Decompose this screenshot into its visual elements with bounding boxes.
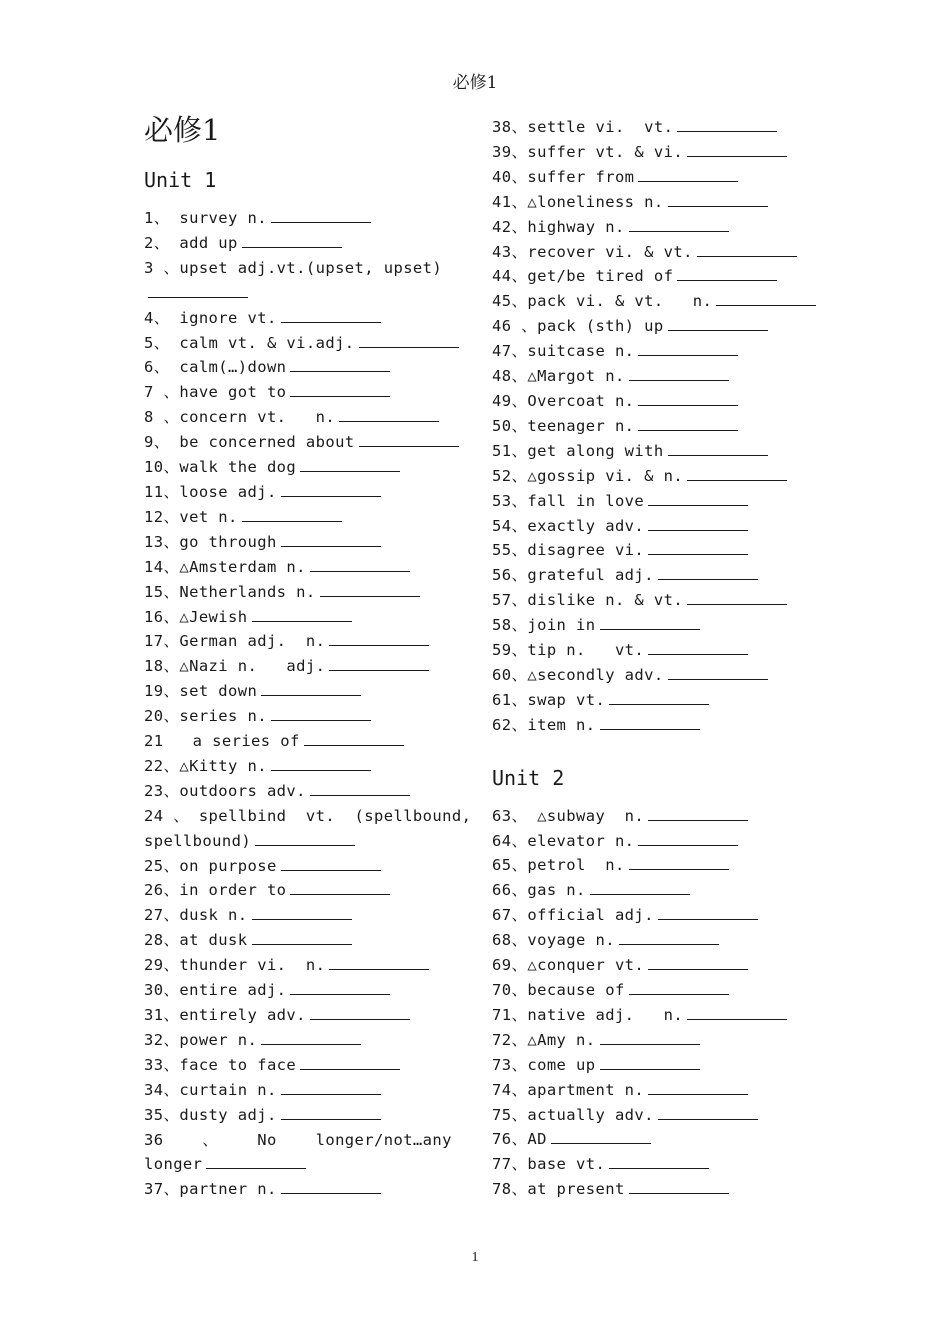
answer-blank[interactable]: [677, 264, 777, 281]
vocab-item: [492, 1127, 822, 1152]
vocab-term: 56、grateful adj.: [492, 566, 654, 585]
vocab-term: 6、 calm(…)down: [144, 358, 287, 377]
vocab-term: 14、△Amsterdam n.: [144, 557, 306, 576]
answer-blank[interactable]: [261, 679, 361, 696]
vocab-term: 2、 add up: [144, 233, 238, 252]
vocab-item: [144, 928, 474, 953]
vocab-item: [144, 605, 474, 630]
vocab-item: [492, 538, 822, 563]
vocab-term: 67、official adj.: [492, 906, 654, 925]
vocab-item: [144, 854, 474, 879]
vocab-term: 29、thunder vi. n.: [144, 956, 326, 975]
vocab-item: [492, 1053, 822, 1078]
answer-blank[interactable]: [677, 115, 777, 132]
vocab-item: [144, 430, 474, 455]
vocab-item: [144, 206, 474, 231]
answer-blank[interactable]: [148, 281, 248, 298]
vocab-item: [492, 115, 822, 140]
answer-blank[interactable]: [329, 654, 429, 671]
vocab-item: [492, 264, 822, 289]
vocab-term: 64、elevator n.: [492, 831, 635, 850]
vocab-item: [492, 663, 822, 688]
answer-blank[interactable]: [339, 405, 439, 422]
vocab-item: [492, 464, 822, 489]
vocab-term: 51、get along with: [492, 441, 664, 460]
vocab-term: 52、△gossip vi. & n.: [492, 466, 684, 485]
answer-blank[interactable]: [668, 314, 768, 331]
vocab-item: [492, 1078, 822, 1103]
answer-blank[interactable]: [629, 978, 729, 995]
answer-blank[interactable]: [629, 215, 729, 232]
answer-blank[interactable]: [668, 190, 768, 207]
answer-blank[interactable]: [281, 530, 381, 547]
vocab-term: 11、loose adj.: [144, 482, 277, 501]
vocab-item: [144, 953, 474, 978]
vocab-item: [492, 928, 822, 953]
vocab-item: [492, 804, 822, 829]
vocab-item: [492, 1028, 822, 1053]
vocab-term: 13、go through: [144, 532, 277, 551]
vocab-term: 45、pack vi. & vt. n.: [492, 292, 713, 311]
answer-blank[interactable]: [648, 953, 748, 970]
vocab-term: 48、△Margot n.: [492, 367, 625, 386]
answer-blank[interactable]: [716, 289, 816, 306]
answer-blank[interactable]: [252, 928, 352, 945]
right-column: [492, 115, 822, 1202]
vocab-item: [492, 389, 822, 414]
vocab-term: 40、suffer from: [492, 167, 635, 186]
answer-blank[interactable]: [648, 638, 748, 655]
answer-blank[interactable]: [697, 240, 797, 257]
answer-blank[interactable]: [629, 853, 729, 870]
vocab-item: [492, 613, 822, 638]
answer-blank[interactable]: [590, 878, 690, 895]
unit-1-vocab-list-continued: [492, 115, 822, 738]
answer-blank[interactable]: [310, 555, 410, 572]
vocab-item: [492, 978, 822, 1003]
answer-blank[interactable]: [687, 1003, 787, 1020]
answer-blank[interactable]: [281, 1177, 381, 1194]
vocab-term: 9、 be concerned about: [144, 433, 355, 452]
answer-blank[interactable]: [261, 1028, 361, 1045]
vocab-item: [144, 380, 474, 405]
vocab-term: 77、base vt.: [492, 1155, 606, 1174]
vocab-term: 12、vet n.: [144, 507, 238, 526]
answer-blank[interactable]: [255, 829, 355, 846]
left-column: [144, 110, 482, 1202]
vocab-term: 62、item n.: [492, 715, 596, 734]
vocab-term: 30、entire adj.: [144, 981, 287, 1000]
vocab-term: 57、dislike n. & vt.: [492, 591, 684, 610]
vocab-term: 18、△Nazi n. adj.: [144, 657, 326, 676]
answer-blank[interactable]: [290, 355, 390, 372]
answer-blank[interactable]: [668, 663, 768, 680]
answer-blank[interactable]: [271, 206, 371, 223]
vocab-item: [144, 978, 474, 1003]
answer-blank[interactable]: [658, 1103, 758, 1120]
vocab-item: [144, 231, 474, 256]
vocab-term: 70、because of: [492, 981, 625, 999]
vocab-term: 4、 ignore vt.: [144, 308, 277, 327]
answer-blank[interactable]: [648, 538, 748, 555]
answer-blank[interactable]: [281, 854, 381, 871]
answer-blank[interactable]: [609, 1152, 709, 1169]
vocab-item: [492, 489, 822, 514]
vocab-item: [492, 314, 822, 339]
vocab-term: 75、actually adv.: [492, 1105, 654, 1124]
vocab-term: 38、settle vi. vt.: [492, 118, 674, 136]
answer-blank[interactable]: [648, 1078, 748, 1095]
vocab-item: [492, 439, 822, 464]
answer-blank[interactable]: [281, 480, 381, 497]
vocab-item: [144, 1177, 474, 1202]
answer-blank[interactable]: [290, 878, 390, 895]
unit-2-vocab-list: [492, 804, 822, 1203]
vocab-term: 43、recover vi. & vt.: [492, 242, 693, 261]
vocab-item: [144, 480, 474, 505]
vocab-term: 74、apartment n.: [492, 1080, 645, 1099]
vocab-term: 25、on purpose: [144, 856, 277, 875]
vocab-term: 72、△Amy n.: [492, 1030, 596, 1049]
answer-blank[interactable]: [252, 605, 352, 622]
answer-blank[interactable]: [629, 1177, 729, 1194]
vocab-item: [144, 1003, 474, 1028]
vocab-item: [144, 580, 474, 605]
answer-blank[interactable]: [687, 140, 787, 157]
answer-blank[interactable]: [310, 1003, 410, 1020]
answer-blank[interactable]: [638, 339, 738, 356]
vocab-item: [492, 688, 822, 713]
answer-blank[interactable]: [638, 165, 738, 182]
vocab-item: [144, 1053, 474, 1078]
vocab-term: 7 、have got to: [144, 383, 287, 402]
vocab-item: [144, 1028, 474, 1053]
vocab-term: 66、gas n.: [492, 881, 586, 900]
vocab-term: 27、dusk n.: [144, 906, 248, 925]
vocab-item: [144, 306, 474, 331]
vocab-term: 24 、 spellbind vt. (spellbound, spellbound): [144, 806, 482, 850]
vocab-term: 10、walk the dog: [144, 458, 297, 477]
vocab-term: 58、join in: [492, 616, 596, 635]
vocab-term: 76、AD: [492, 1130, 547, 1149]
answer-blank[interactable]: [281, 1103, 381, 1120]
vocab-item: [492, 240, 822, 265]
answer-blank[interactable]: [320, 580, 420, 597]
vocab-item: [144, 555, 474, 580]
unit-1-heading: Unit 1: [144, 168, 217, 192]
vocab-term: 20、series n.: [144, 707, 267, 726]
vocab-term: 37、partner n.: [144, 1180, 277, 1199]
answer-blank[interactable]: [638, 414, 738, 431]
answer-blank[interactable]: [290, 380, 390, 397]
answer-blank[interactable]: [648, 804, 748, 821]
document-title: 必修1: [144, 113, 221, 147]
vocab-item: [144, 256, 474, 306]
vocab-term: 31、entirely adv.: [144, 1006, 306, 1024]
answer-blank[interactable]: [600, 613, 700, 630]
answer-blank[interactable]: [658, 563, 758, 580]
vocab-term: 33、face to face: [144, 1055, 297, 1074]
answer-blank[interactable]: [600, 1053, 700, 1070]
answer-blank[interactable]: [609, 688, 709, 705]
vocab-term: 41、△loneliness n.: [492, 192, 664, 211]
vocab-item: [492, 1103, 822, 1128]
vocab-term: 59、tip n. vt.: [492, 641, 645, 660]
vocab-item: [492, 903, 822, 928]
vocab-item: [492, 514, 822, 539]
answer-blank[interactable]: [600, 1028, 700, 1045]
unit-2-heading: Unit 2: [492, 765, 565, 790]
vocab-term: 78、at present: [492, 1180, 625, 1199]
vocab-item: [144, 729, 474, 754]
vocab-term: 32、power n.: [144, 1030, 258, 1049]
vocab-term: 34、curtain n.: [144, 1080, 277, 1099]
answer-blank[interactable]: [300, 1053, 400, 1070]
vocab-item: [492, 829, 822, 854]
vocab-term: 44、get/be tired of: [492, 267, 674, 286]
vocab-item: [144, 1103, 474, 1128]
vocab-item: [144, 355, 474, 380]
vocab-term: 63、 △subway n.: [492, 806, 645, 825]
vocab-item: [144, 804, 482, 854]
answer-blank[interactable]: [281, 306, 381, 323]
answer-blank[interactable]: [290, 978, 390, 995]
vocab-term: 5、 calm vt. & vi.adj.: [144, 333, 355, 352]
vocab-item: [492, 190, 822, 215]
vocab-item: [144, 704, 474, 729]
answer-blank[interactable]: [300, 455, 400, 472]
vocab-item: [144, 405, 474, 430]
vocab-term: 1、 survey n.: [144, 209, 267, 227]
vocab-item: [492, 878, 822, 903]
answer-blank[interactable]: [206, 1152, 306, 1169]
vocab-item: [492, 140, 822, 165]
vocab-term: 50、teenager n.: [492, 416, 635, 435]
vocab-item: [144, 679, 474, 704]
vocab-item: [144, 1078, 474, 1103]
vocab-item: [144, 455, 474, 480]
vocab-item: [492, 364, 822, 389]
vocab-term: 49、Overcoat n.: [492, 391, 635, 410]
vocab-item: [492, 414, 822, 439]
vocab-term: 3 、upset adj.vt.(upset, upset): [144, 258, 443, 277]
vocab-term: 35、dusty adj.: [144, 1105, 277, 1124]
answer-blank[interactable]: [619, 928, 719, 945]
vocab-term: 60、△secondly adv.: [492, 665, 664, 684]
vocab-term: 68、voyage n.: [492, 931, 615, 950]
vocab-item: [492, 289, 822, 314]
answer-blank[interactable]: [242, 505, 342, 522]
vocab-term: 15、Netherlands n.: [144, 582, 316, 601]
answer-blank[interactable]: [304, 729, 404, 746]
vocab-item: [492, 588, 822, 613]
vocab-item: [144, 629, 474, 654]
vocab-item: [492, 1177, 822, 1202]
vocab-term: 21 a series of: [144, 732, 300, 751]
vocab-term: 26、in order to: [144, 881, 287, 900]
vocab-term: 42、highway n.: [492, 217, 625, 236]
vocab-item: [492, 1152, 822, 1177]
unit-1-vocab-list: [144, 206, 482, 1202]
vocab-term: 55、disagree vi.: [492, 541, 645, 560]
answer-blank[interactable]: [658, 903, 758, 920]
vocab-term: 36 、 No longer/not…any longer: [144, 1130, 462, 1174]
vocab-item: [144, 505, 474, 530]
vocab-item: [492, 563, 822, 588]
vocab-term: 54、exactly adv.: [492, 516, 645, 535]
vocab-item: [144, 754, 474, 779]
vocab-item: [492, 165, 822, 190]
vocab-term: 8 、concern vt. n.: [144, 408, 336, 427]
vocab-term: 73、come up: [492, 1055, 596, 1074]
vocab-term: 23、outdoors adv.: [144, 781, 306, 800]
answer-blank[interactable]: [242, 231, 342, 248]
vocab-term: 17、German adj. n.: [144, 632, 326, 651]
answer-blank[interactable]: [329, 629, 429, 646]
answer-blank[interactable]: [271, 754, 371, 771]
vocab-term: 47、suitcase n.: [492, 342, 635, 361]
answer-blank[interactable]: [629, 364, 729, 381]
vocab-item: [492, 953, 822, 978]
answer-blank[interactable]: [687, 588, 787, 605]
vocab-term: 61、swap vt.: [492, 690, 606, 709]
vocab-term: 53、fall in love: [492, 491, 645, 510]
vocab-item: [492, 1003, 822, 1028]
vocab-item: [144, 331, 474, 356]
vocab-term: 16、△Jewish: [144, 607, 248, 626]
vocab-item: [492, 713, 822, 738]
vocab-term: 22、△Kitty n.: [144, 756, 267, 775]
vocab-item: [492, 638, 822, 663]
vocab-item: [144, 903, 474, 928]
answer-blank[interactable]: [271, 704, 371, 721]
vocab-term: 65、petrol n.: [492, 856, 625, 875]
vocab-term: 69、△conquer vt.: [492, 956, 645, 975]
vocab-item: [492, 339, 822, 364]
answer-blank[interactable]: [638, 829, 738, 846]
vocab-term: 39、suffer vt. & vi.: [492, 142, 684, 161]
answer-blank[interactable]: [600, 713, 700, 730]
vocab-item: [144, 654, 474, 679]
answer-blank[interactable]: [638, 389, 738, 406]
answer-blank[interactable]: [310, 779, 410, 796]
vocab-item: [144, 530, 474, 555]
answer-blank[interactable]: [359, 430, 459, 447]
answer-blank[interactable]: [281, 1078, 381, 1095]
answer-blank[interactable]: [668, 439, 768, 456]
vocab-item: [144, 878, 474, 903]
vocab-item: [144, 779, 474, 804]
answer-blank[interactable]: [252, 903, 352, 920]
vocab-term: 71、native adj. n.: [492, 1005, 684, 1024]
answer-blank[interactable]: [551, 1127, 651, 1144]
vocab-term: 46 、pack (sth) up: [492, 317, 664, 336]
answer-blank[interactable]: [687, 464, 787, 481]
page-header: 必修1: [452, 73, 498, 93]
vocab-term: 28、at dusk: [144, 931, 248, 950]
vocab-item: [492, 853, 822, 878]
page-number: 1: [471, 1250, 479, 1265]
answer-blank[interactable]: [648, 489, 748, 506]
vocab-item: [492, 215, 822, 240]
answer-blank[interactable]: [329, 953, 429, 970]
vocab-term: 19、set down: [144, 682, 258, 701]
answer-blank[interactable]: [359, 331, 459, 348]
vocab-item: [144, 1128, 474, 1178]
answer-blank[interactable]: [648, 514, 748, 531]
